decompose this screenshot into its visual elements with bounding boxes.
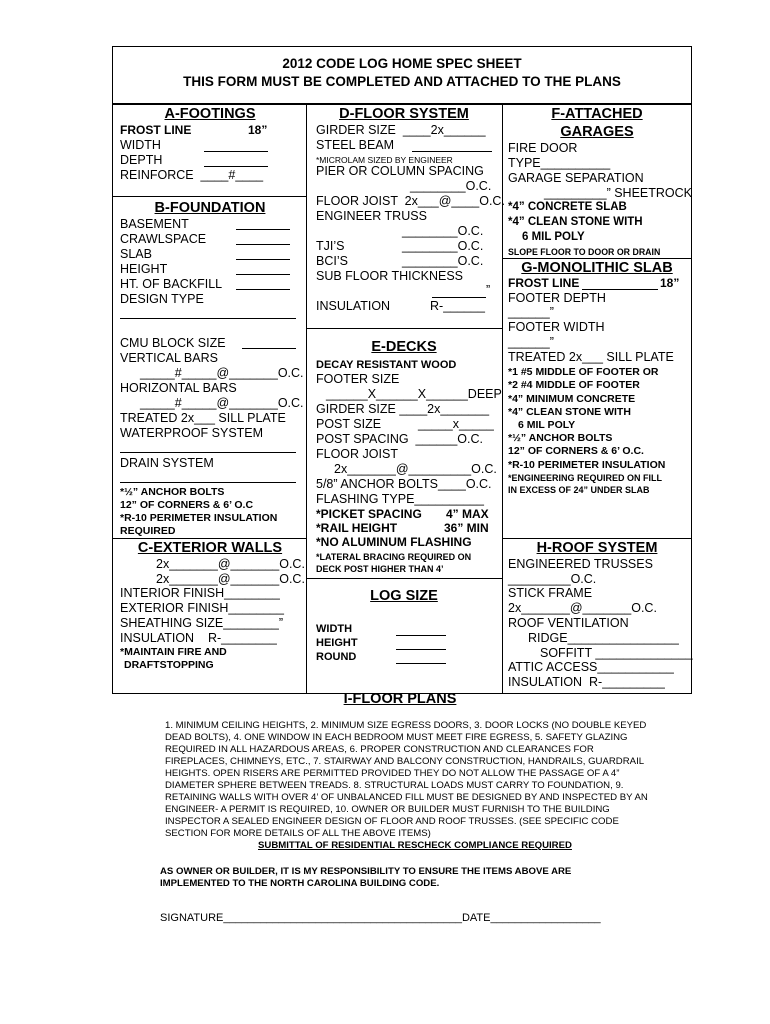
pier-label: PIER OR COLUMN SPACING [316,164,484,178]
log-size-heading: LOG SIZE [370,588,438,604]
frost-line-label: FROST LINE [120,123,192,137]
lateral-note-2: DECK POST HIGHER THAN 4’ [316,564,444,574]
log-height-label: HEIGHT [316,637,358,649]
horizontal-bars-label: HORIZONTAL BARS [120,381,237,395]
log-height-field[interactable] [396,649,446,650]
post-size-field[interactable]: _____x_____ [418,417,494,431]
basement-label: BASEMENT [120,217,189,231]
design-type-field[interactable] [120,318,296,319]
log-width-field[interactable] [396,635,446,636]
mono-note-1: *1 #5 MIDDLE OF FOOTER OR [508,366,659,378]
owner-statement-2: IMPLEMENTED TO THE NORTH CAROLINA BUILDING CODE. [160,878,440,889]
pier-field[interactable]: ________O.C. [410,179,492,193]
mono-note-3: *4” MINIMUM CONCRETE [508,393,636,405]
r10-note: *R-10 PERIMETER INSULATION [120,512,278,524]
fire-door-type-field[interactable]: TYPE__________ [508,156,611,170]
drain-label: DRAIN SYSTEM [120,456,214,470]
depth-field[interactable] [204,166,268,167]
stick-frame-field[interactable]: 2x_______@_______O.C. [508,601,657,615]
crawlspace-field[interactable] [236,244,290,245]
bcis-label: BCI’S [316,254,348,268]
floorplans-line: DIAMETER SPHERE BETWEEN TREADS. 8. STRUCTURAL LOADS MUST CARRY TO FOUNDATION, 9. [165,780,624,791]
floorplans-line: HEIGHTS. OPEN RISERS ARE PERMITTED PROVIDED THEY DO NOT ALLOW THE PASSAGE OF A 4” [165,768,620,779]
crawlspace-label: CRAWLSPACE [120,232,207,246]
roof-vent-label: ROOF VENTILATION [508,616,629,630]
mono-note-8: *R-10 PERIMETER INSULATION [508,459,666,471]
garages-heading-1: F-ATTACHED [551,106,643,122]
width-label: WIDTH [120,138,161,152]
slab-label: SLAB [120,247,152,261]
garage-poly-note: 6 MIL POLY [522,231,585,243]
grid-line [112,104,692,105]
floorplans-line: DEAD BOLTS), 4. ONE WINDOW IN EACH BEDROOM MUST MEET FIRE EGRESS, 5. SAFETY GLAZING [165,732,628,743]
roof-insulation-field[interactable]: INSULATION R-_________ [508,675,665,689]
deck-joist-label: FLOOR JOIST [316,447,398,461]
mono-note-9: *ENGINEERING REQUIRED ON FILL [508,473,663,483]
grid-line [502,104,503,694]
lateral-note-1: *LATERAL BRACING REQUIRED ON [316,552,472,562]
cmu-label: CMU BLOCK SIZE [120,336,226,350]
grid-line [112,104,113,694]
subfloor-label: SUB FLOOR THICKNESS [316,269,464,283]
footer-depth-label: FOOTER DEPTH [508,291,606,305]
bcis-field[interactable]: ________O.C. [402,254,484,268]
decks-heading: E-DECKS [371,339,437,355]
soffit-field[interactable]: SOFFITT ______________ [540,646,693,660]
post-spacing-field[interactable]: POST SPACING ______O.C. [316,432,483,446]
log-round-field[interactable] [396,663,446,664]
subfloor-unit: ” [486,283,491,297]
mono-frost-field[interactable] [582,289,658,290]
tjis-label: TJI’S [316,239,345,253]
form-subtitle: THIS FORM MUST BE COMPLETED AND ATTACHED TO THE PLANS [183,74,621,89]
garage-separation-label: GARAGE SEPARATION [508,171,644,185]
grid-line [112,196,306,197]
deck-anchor-field[interactable]: 5/8” ANCHOR BOLTS____O.C. [316,477,492,491]
rescheck-note: SUBMITTAL OF RESIDENTIAL RESCHECK COMPLIANCE REQUIRED [258,840,572,851]
mono-note-5: 6 MIL POLY [518,419,576,431]
mono-note-6: *½” ANCHOR BOLTS [508,432,613,444]
grid-line [306,578,502,579]
floorplans-line: ENGINEER- A PERMIT IS REQUIRED, 10. OWNER OR BUILDER MUST FURNISH TO THE BUILDING [165,804,610,815]
tjis-field[interactable]: ________O.C. [402,239,484,253]
exterior-stud-row-1[interactable]: 2x_______@_______O.C. [156,557,305,571]
subfloor-field[interactable] [432,297,486,298]
trusses-field[interactable]: _________O.C. [508,572,597,586]
monolithic-heading: G-MONOLITHIC SLAB [521,260,673,276]
owner-statement-1: AS OWNER OR BUILDER, IT IS MY RESPONSIBILITY TO ENSURE THE ITEMS ABOVE ARE [160,866,572,877]
title-box [112,46,692,104]
floorplans-line: RETAINING WALLS WITH OVER 4’ OF UNBALANCED FILL MUST BE DESIGNED BY AND INSPECTED BY AN [165,792,648,803]
attic-access-field[interactable]: ATTIC ACCESS___________ [508,660,674,674]
design-type-label: DESIGN TYPE [120,292,204,306]
frost-line-value: 18” [248,123,268,137]
floorplans-line: REQUIRED IN ALL HAZARDOUS AREAS, 6. PROPER CONSTRUCTION AND CLEARANCES FOR [165,744,594,755]
basement-field[interactable] [236,229,290,230]
mono-frost-value: 18” [660,276,680,290]
grid-line [306,104,307,694]
exterior-finish-field[interactable]: EXTERIOR FINISH________ [120,601,284,615]
log-round-label: ROUND [316,651,357,663]
required-note: REQUIRED [120,525,176,537]
deck-footer-label: FOOTER SIZE [316,372,400,386]
fire-note: *MAINTAIN FIRE AND [120,646,227,658]
mono-frost-label: FROST LINE [508,276,580,290]
waterproof-label: WATERPROOF SYSTEM [120,426,264,440]
footer-width-field[interactable]: ______” [508,335,554,349]
sheathing-field[interactable]: SHEATHING SIZE________” [120,616,284,630]
post-size-label: POST SIZE [316,417,382,431]
waterproof-field[interactable] [120,452,296,453]
rail-label: *RAIL HEIGHT [316,521,398,535]
grid-line [502,538,692,539]
floor-heading: D-FLOOR SYSTEM [339,106,469,122]
mono-note-2: *2 #4 MIDDLE OF FOOTER [508,379,640,391]
vertical-bars-field[interactable]: _____#_____@_______O.C. [140,366,304,380]
slab-field[interactable] [236,259,290,260]
garage-stone-note: *4” CLEAN STONE WITH [508,216,643,228]
cmu-field[interactable] [242,348,296,349]
floorplans-line: INSPECTOR A SEALED ENGINEER DESIGN OF FLOOR AND ROOF TRUSSES. (SEE SPECIFIC CODE [165,816,619,827]
exterior-stud-row-2[interactable]: 2x_______@_______O.C. [156,572,305,586]
fire-door-label: FIRE DOOR [508,141,578,155]
anchor-note: *½” ANCHOR BOLTS [120,486,225,498]
height-field[interactable] [236,274,290,275]
mono-treated-field[interactable]: TREATED 2x___ SILL PLATE [508,350,674,364]
floor-insulation-field[interactable]: R-______ [430,299,485,313]
truss-field[interactable]: ________O.C. [402,224,484,238]
foundation-heading: B-FOUNDATION [154,200,266,216]
slope-note: SLOPE FLOOR TO DOOR OR DRAIN [508,247,661,257]
reinforce-field[interactable]: REINFORCE ____#____ [120,168,264,182]
mono-note-7: 12” OF CORNERS & 6’ O.C. [508,445,644,457]
mono-note-4: *4” CLEAN STONE WITH [508,406,631,418]
drain-field[interactable] [120,482,296,483]
deck-joist-field[interactable]: 2x_______@_________O.C. [334,462,497,476]
decay-note: DECAY RESISTANT WOOD [316,359,457,371]
footer-depth-field[interactable]: ______” [508,305,554,319]
flashing-field[interactable]: FLASHING TYPE__________ [316,492,484,506]
floor-insulation-label: INSULATION [316,299,391,313]
footings-heading: A-FOOTINGS [164,106,256,122]
steel-beam-field[interactable] [412,151,492,152]
trusses-label: ENGINEERED TRUSSES [508,557,653,571]
steel-beam-label: STEEL BEAM [316,138,395,152]
floorplans-line: 1. MINIMUM CEILING HEIGHTS, 2. MINIMUM SIZE EGRESS DOORS, 3. DOOR LOCKS (NO DOUBLE KEYED [165,720,647,731]
stick-frame-label: STICK FRAME [508,586,593,600]
roof-heading: H-ROOF SYSTEM [536,540,658,556]
treated-sill-field[interactable]: TREATED 2x___ SILL PLATE [120,411,286,425]
vertical-bars-label: VERTICAL BARS [120,351,218,365]
floorplans-heading: I-FLOOR PLANS [343,691,457,707]
garages-heading-2: GARAGES [560,124,634,140]
picket-value: 4” MAX [446,507,489,521]
backfill-label: HT. OF BACKFILL [120,277,223,291]
ridge-field[interactable]: RIDGE________________ [528,631,679,645]
microlam-note: *MICROLAM SIZED BY ENGINEER [316,155,453,165]
rail-value: 36” MIN [444,521,489,535]
backfill-field[interactable] [236,289,290,290]
horizontal-bars-field[interactable]: _____#_____@_______O.C. [140,396,304,410]
width-field[interactable] [204,151,268,152]
footer-width-label: FOOTER WIDTH [508,320,605,334]
floor-joist-field[interactable]: FLOOR JOIST 2x___@____O.C. [316,194,505,208]
log-width-label: WIDTH [316,623,353,635]
signature-date-line[interactable]: SIGNATURE_______________________________________DATE__________________ [160,912,601,924]
truss-label: ENGINEER TRUSS [316,209,427,223]
grid-line [306,328,502,329]
draftstopping-note: DRAFTSTOPPING [124,659,214,671]
deck-footer-field[interactable]: ______X______X______DEEP [326,387,502,401]
depth-label: DEPTH [120,153,163,167]
form-title: 2012 CODE LOG HOME SPEC SHEET [282,56,522,71]
height-label: HEIGHT [120,262,168,276]
mono-note-10: IN EXCESS OF 24” UNDER SLAB [508,485,650,495]
floorplans-line: SECTION FOR MORE DETAILS OF ALL THE ABOVE ITEMS) [165,828,431,839]
interior-finish-field[interactable]: INTERIOR FINISH________ [120,586,280,600]
floorplans-line: FIREPLACES, CHIMNEYS, ETC., 7. STAIRWAY AND BALCONY CONSTRUCTION, HANDRAILS, GUARDRAIL [165,756,645,767]
sheetrock-field[interactable]: _________” SHEETROCK [544,186,692,200]
corners-note: 12” OF CORNERS & 6’ O.C [120,499,254,511]
picket-label: *PICKET SPACING [316,507,422,521]
deck-girder-field[interactable]: GIRDER SIZE ____2x_______ [316,402,490,416]
girder-field[interactable]: GIRDER SIZE ____2x______ [316,123,486,137]
insulation-field[interactable]: INSULATION R-________ [120,631,277,645]
exterior-heading: C-EXTERIOR WALLS [137,540,283,556]
garage-concrete-note: *4” CONCRETE SLAB [508,201,627,213]
aluminum-note: *NO ALUMINUM FLASHING [316,535,472,549]
